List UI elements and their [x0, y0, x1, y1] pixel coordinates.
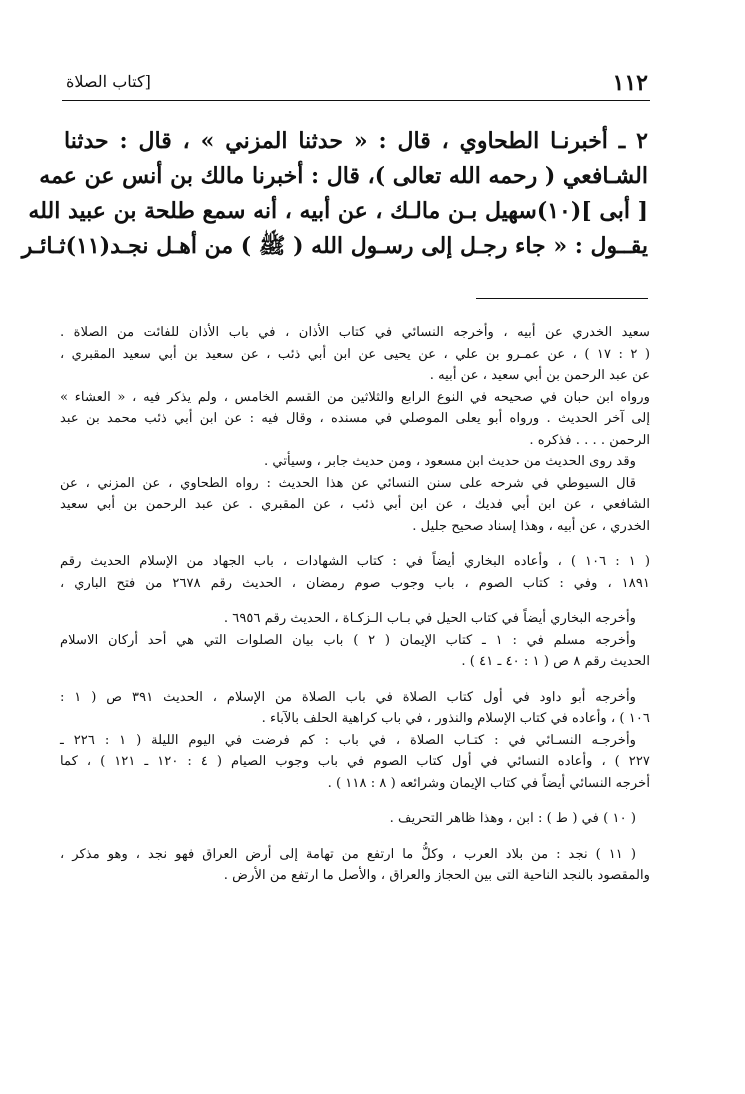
footnote-line: سعيد الخدري عن أبيه ، وأخرجه النسائي في كتاب الأذان ، في باب الأذان للفائت من الصلاة .	[60, 325, 650, 340]
running-title: [كتاب الصلاة	[66, 72, 151, 91]
footnote-line: ( ١ : ١٠٦ ) ، وأعاده البخاري أيضاً في : كتاب الشهادات ، باب الجهاد من الإسلام الحديث رقم	[60, 554, 651, 569]
footnote-10: ( ١٠ ) في ( ط ) : ابن ، وهذا ظاهر التحريف .	[389, 811, 636, 826]
footnote-block	[60, 808, 650, 830]
hadith-line: ٢ ـ أخبرنـا الطحاوي ، قال : « حدثنا المزني » ، قال : حدثنا	[64, 128, 648, 154]
footnote-line: ١٠٦ ) ، وأعاده في كتاب الإسلام والنذور ، في باب كراهية الحلف بالآباء .	[261, 711, 650, 726]
hadith-line: الشـافعي ( رحمه الله تعالى )، قال : أخبرنا مالك بن أنس عن عمه	[39, 163, 648, 189]
footnote-line: الحديث رقم ٨ ص ( ١ : ٤٠ ـ ٤١ ) .	[461, 654, 650, 669]
footnote-block	[60, 551, 650, 594]
footnote-separator	[476, 298, 648, 299]
footnote-line: ورواه ابن حبان في صحيحه في النوع الرابع والثلاثين من القسم الخامس ، ولم يذكر فيه ، « العشاء »	[60, 389, 650, 405]
footnote-line: وقد روى الحديث من حديث ابن مسعود ، ومن حديث جابر ، وسيأتي .	[264, 454, 636, 469]
footnote-line: وأخرجه البخاري أيضاً في كتاب الحيل في بـاب الـزكـاة ، الحديث رقم ٦٩٥٦ .	[223, 611, 636, 626]
footnote-line: قال السيوطي في شرحه على سنن النسائي عن هذا الحديث : رواه الطحاوي ، عن المزني ، عن	[60, 475, 636, 491]
page-header	[62, 66, 650, 101]
footnote-line: ١٨٩١ ، وفي : كتاب الصوم ، باب وجوب صوم رمضان ، الحديث رقم ٢٦٧٨ من فتح الباري ،	[60, 575, 651, 591]
page-number: ١١٢	[612, 70, 648, 96]
footnote-block	[60, 608, 650, 673]
footnote-block	[60, 322, 650, 537]
hadith-line: يقــول : « جاء رجـل إلى رسـول الله ( ﷺ ) من أهـل نجـد(١١)ثـائـر	[21, 233, 648, 259]
footnotes	[60, 322, 650, 901]
footnote-line: أخرجه النسائي أيضاً في كتاب الإيمان وشرائعه ( ٨ : ١١٨ ) .	[327, 775, 650, 791]
footnote-line: الخدري ، عن أبيه ، وهذا إسناد صحيح جليل .	[412, 518, 650, 534]
footnote-line: وأخرجه مسلم في : ١ ـ كتاب الإيمان ( ٢ ) باب بيان الصلوات التي هي أحد أركان الاسلام	[60, 632, 636, 648]
footnote-line: والمقصود بالنجد الناحية التى بين الحجاز والعراق ، والأصل ما ارتفع من الأرض .	[223, 868, 650, 883]
footnote-11: ( ١١ ) نجد : من بلاد العرب ، وكلُّ ما ارتفع من تهامة إلى أرض العراق فهو نجد ، وهو مذكر ،	[60, 846, 636, 862]
footnote-line: إلى آخر الحديث . ورواه أبو يعلى الموصلي في مسنده ، وقال فيه : عن ابن أبي ذئب محمد بن عبد	[60, 411, 650, 426]
footnote-line: ٢٢٧ ) ، وأعاده النسائي في أول كتاب الصوم في باب وجوب الصيام ( ٤ : ١٢٠ ـ ١٢١ ) ، كما	[60, 754, 651, 769]
footnote-line: ( ٢ : ١٧ ) ، عن عمـرو بن علي ، عن يحيى عن ابن أبي ذئب ، عن سعيد بن أبي سعيد المقبري ،	[60, 346, 650, 362]
footnote-line: عن عبد الرحمن بن أبي سعيد ، عن أبيه .	[429, 368, 650, 383]
footnote-line: وأخرجه أبو داود في أول كتاب الصلاة في باب الصلاة من الإسلام ، الحديث ٣٩١ ص ( ١ :	[60, 689, 636, 705]
hadith-text	[21, 124, 648, 264]
hadith-line: [ أبى ](١٠)سهيل بـن مالـك ، عن أبيه ، أنه سمع طلحة بن عبيد الله	[28, 198, 648, 224]
footnote-block	[60, 844, 650, 887]
footnote-line: الرحمن . . . . فذكره .	[529, 432, 650, 448]
footnote-line: وأخرجـه النسـائي في : كتـاب الصلاة ، في باب : كم فرضت في اليوم الليلة ( ١ : ٢٢٦ ـ	[60, 732, 636, 748]
footnote-line: الشافعي ، عن ابن أبي فديك ، عن ابن أبي ذئب ، عن المقبري . عن عبد الرحمن بن أبي سعيد	[60, 497, 650, 512]
footnote-block	[60, 687, 650, 795]
